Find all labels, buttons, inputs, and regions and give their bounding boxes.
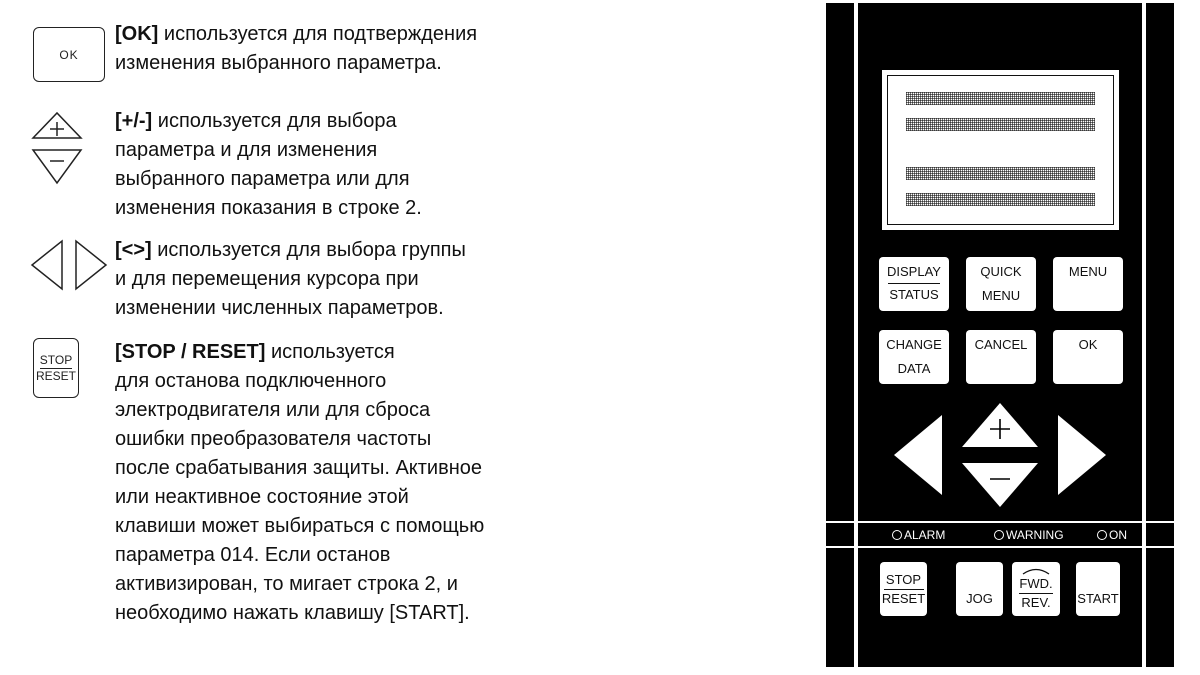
plus-minus-arrows-icon — [30, 108, 84, 188]
menu-label: MENU — [1068, 264, 1108, 279]
stop-reset-line-8: параметра 014. Если останов — [115, 544, 391, 566]
ok-key-icon-label: OK — [59, 47, 79, 62]
arrow-keypad — [886, 393, 1116, 523]
stop-reset-description — [115, 338, 484, 628]
on-led-icon — [1097, 530, 1107, 540]
display-status-divider — [888, 283, 940, 284]
plus-minus-line-3: выбранного параметра или для — [115, 168, 410, 190]
ok-description — [115, 20, 477, 78]
plus-minus-description — [115, 107, 422, 223]
display-status-bottom: STATUS — [889, 287, 939, 302]
right-arrow-key[interactable] — [1058, 415, 1106, 495]
plus-minus-line-2: параметра и для изменения — [115, 139, 378, 161]
stop-reset-line-10: необходимо нажать клавишу [START]. — [115, 602, 470, 624]
jog-button[interactable] — [956, 562, 1003, 616]
stop-reset-line-9: активизирован, то мигает строка 2, и — [115, 573, 458, 595]
ok-line-1: используется для подтверждения — [163, 23, 478, 45]
left-right-key-name: [<>] — [115, 239, 152, 261]
lcd-display — [882, 70, 1119, 230]
ok-key-name: [OK] — [115, 23, 159, 45]
fwd-rev-top: FWD. — [1019, 575, 1053, 591]
cancel-button[interactable] — [966, 330, 1036, 384]
lcd-frame — [887, 75, 1114, 225]
lcd-line-4 — [906, 193, 1095, 206]
stop-reset-button[interactable] — [880, 562, 927, 616]
stop-reset-line-5: после срабатывания защиты. Активное — [115, 457, 483, 479]
display-status-top: DISPLAY — [887, 264, 941, 279]
warning-led-icon — [994, 530, 1004, 540]
start-button[interactable] — [1076, 562, 1120, 616]
change-data-bottom: DATA — [897, 361, 931, 376]
stop-reset-icon-bottom: RESET — [35, 368, 76, 383]
ok-key-icon — [33, 27, 105, 82]
ok-line-2: изменения выбранного параметра. — [115, 52, 442, 74]
fwd-rev-bottom: REV. — [1021, 594, 1051, 610]
on-label: ON — [1109, 528, 1127, 542]
stop-reset-icon-top: STOP — [39, 352, 73, 367]
menu-button[interactable] — [1053, 257, 1123, 311]
stop-reset-key-name: [STOP / RESET] — [115, 341, 266, 363]
left-right-line-3: изменении численных параметров. — [115, 297, 444, 319]
fwd-rev-button[interactable] — [1012, 562, 1060, 616]
stop-reset-line-2: для останова подключенного — [115, 370, 387, 392]
display-status-button[interactable] — [879, 257, 949, 311]
plus-minus-line-1: используется для выбора — [157, 110, 397, 132]
quick-menu-top: QUICK — [980, 264, 1022, 279]
alarm-label: ALARM — [904, 528, 946, 542]
alarm-led-icon — [892, 530, 902, 540]
stop-reset-line-3: электродвигателя или для сброса — [115, 399, 431, 421]
stop-reset-line-4: ошибки преобразователя частоты — [115, 428, 432, 450]
lcd-line-3 — [906, 167, 1095, 180]
left-right-line-1: используется для выбора группы — [157, 239, 466, 261]
stop-reset-line-6: или неактивное состояние этой — [115, 486, 409, 508]
indicator-bottom-line — [826, 546, 1174, 548]
minus-key[interactable] — [962, 463, 1038, 507]
stop-reset-line-7: клавиши может выбираться с помощью — [115, 515, 485, 537]
quick-menu-button[interactable] — [966, 257, 1036, 311]
stop-reset-key-icon — [33, 338, 79, 398]
left-right-arrows-icon — [28, 238, 110, 292]
direction-arc-icon — [1021, 567, 1051, 575]
warning-label: WARNING — [1006, 528, 1064, 542]
change-data-top: CHANGE — [886, 337, 942, 352]
change-data-button[interactable] — [879, 330, 949, 384]
key-descriptions — [0, 0, 560, 675]
lcd-line-2 — [906, 118, 1095, 131]
on-indicator — [1097, 528, 1127, 542]
stop-reset-line-1: используется — [270, 341, 395, 363]
plus-minus-key-name: [+/-] — [115, 110, 153, 132]
control-panel — [826, 3, 1174, 667]
indicator-top-line — [826, 521, 1174, 523]
stop-reset-bottom: RESET — [881, 590, 926, 606]
ok-label: OK — [1078, 337, 1098, 352]
quick-menu-bottom: MENU — [981, 288, 1021, 303]
cancel-label: CANCEL — [974, 337, 1028, 352]
panel-right-stripe — [1142, 3, 1146, 667]
panel-left-stripe — [854, 3, 858, 667]
jog-label: JOG — [966, 591, 993, 606]
lcd-line-1 — [906, 92, 1095, 105]
alarm-indicator — [892, 528, 945, 542]
left-arrow-key[interactable] — [894, 415, 942, 495]
plus-minus-line-4: изменения показания в строке 2. — [115, 197, 422, 219]
ok-button[interactable] — [1053, 330, 1123, 384]
warning-indicator — [994, 528, 1064, 542]
left-right-description — [115, 236, 466, 323]
start-label: START — [1077, 591, 1119, 606]
left-right-line-2: и для перемещения курсора при — [115, 268, 419, 290]
stop-reset-top: STOP — [885, 571, 922, 587]
